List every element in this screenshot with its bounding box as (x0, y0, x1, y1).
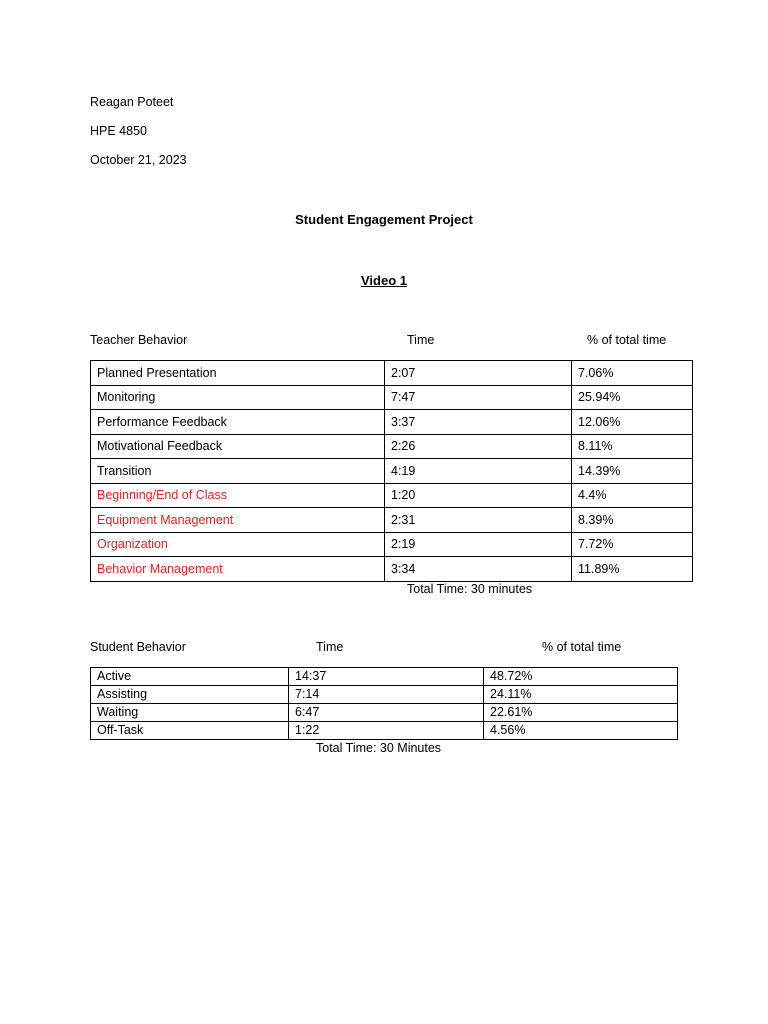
teacher-col-percent-header: % of total time (587, 333, 667, 347)
teacher-table-row (91, 459, 693, 484)
student-table-row (91, 686, 678, 704)
student-behavior-cell: Waiting (91, 704, 289, 722)
student-time-cell: 14:37 (289, 668, 484, 686)
student-time-cell: 7:14 (289, 686, 484, 704)
teacher-time-cell: 3:37 (385, 410, 572, 435)
teacher-percent-cell: 25.94% (572, 385, 693, 410)
teacher-table-row (91, 508, 693, 533)
teacher-behavior-cell: Performance Feedback (91, 410, 385, 435)
student-behavior-cell: Active (91, 668, 289, 686)
student-table-body (91, 668, 678, 740)
teacher-time-cell: 1:20 (385, 483, 572, 508)
course-code: HPE 4850 (90, 124, 147, 138)
student-behavior-table (90, 667, 678, 740)
student-col-behavior-header: Student Behavior (90, 640, 186, 654)
student-table-row (91, 722, 678, 740)
teacher-time-cell: 2:26 (385, 434, 572, 459)
teacher-percent-cell: 4.4% (572, 483, 693, 508)
teacher-time-cell: 4:19 (385, 459, 572, 484)
teacher-time-cell: 3:34 (385, 557, 572, 582)
student-percent-cell: 4.56% (484, 722, 678, 740)
student-behavior-cell: Off-Task (91, 722, 289, 740)
teacher-table-row (91, 557, 693, 582)
student-col-time-header: Time (316, 640, 344, 654)
document-date: October 21, 2023 (90, 153, 187, 167)
video-heading: Video 1 (360, 273, 407, 288)
teacher-total-time: Total Time: 30 minutes (407, 582, 533, 596)
teacher-col-behavior-header: Teacher Behavior (90, 333, 188, 347)
teacher-behavior-cell: Monitoring (91, 385, 385, 410)
teacher-table-row (91, 410, 693, 435)
teacher-percent-cell: 12.06% (572, 410, 693, 435)
teacher-percent-cell: 14.39% (572, 459, 693, 484)
author-name: Reagan Poteet (90, 95, 174, 109)
teacher-percent-cell: 8.11% (572, 434, 693, 459)
student-percent-cell: 24.11% (484, 686, 678, 704)
teacher-percent-cell: 8.39% (572, 508, 693, 533)
teacher-behavior-cell: Equipment Management (91, 508, 385, 533)
student-percent-cell: 48.72% (484, 668, 678, 686)
student-time-cell: 6:47 (289, 704, 484, 722)
teacher-col-time-header: Time (407, 333, 435, 347)
teacher-table-body (91, 361, 693, 582)
teacher-behavior-cell: Motivational Feedback (91, 434, 385, 459)
teacher-time-cell: 2:07 (385, 361, 572, 386)
student-time-cell: 1:22 (289, 722, 484, 740)
student-percent-cell: 22.61% (484, 704, 678, 722)
teacher-behavior-cell: Organization (91, 532, 385, 557)
student-table-row (91, 704, 678, 722)
teacher-behavior-cell: Planned Presentation (91, 361, 385, 386)
teacher-behavior-cell: Transition (91, 459, 385, 484)
student-table-row (91, 668, 678, 686)
student-total-time: Total Time: 30 Minutes (316, 741, 442, 755)
teacher-percent-cell: 7.72% (572, 532, 693, 557)
document-title: Student Engagement Project (295, 212, 473, 227)
teacher-table-row (91, 385, 693, 410)
teacher-percent-cell: 11.89% (572, 557, 693, 582)
teacher-table-row (91, 483, 693, 508)
teacher-table-row (91, 434, 693, 459)
teacher-table-row (91, 532, 693, 557)
teacher-time-cell: 2:31 (385, 508, 572, 533)
teacher-behavior-cell: Behavior Management (91, 557, 385, 582)
student-behavior-cell: Assisting (91, 686, 289, 704)
teacher-behavior-cell: Beginning/End of Class (91, 483, 385, 508)
teacher-percent-cell: 7.06% (572, 361, 693, 386)
teacher-table-row (91, 361, 693, 386)
teacher-behavior-table (90, 360, 693, 582)
teacher-time-cell: 7:47 (385, 385, 572, 410)
teacher-time-cell: 2:19 (385, 532, 572, 557)
student-col-percent-header: % of total time (542, 640, 622, 654)
